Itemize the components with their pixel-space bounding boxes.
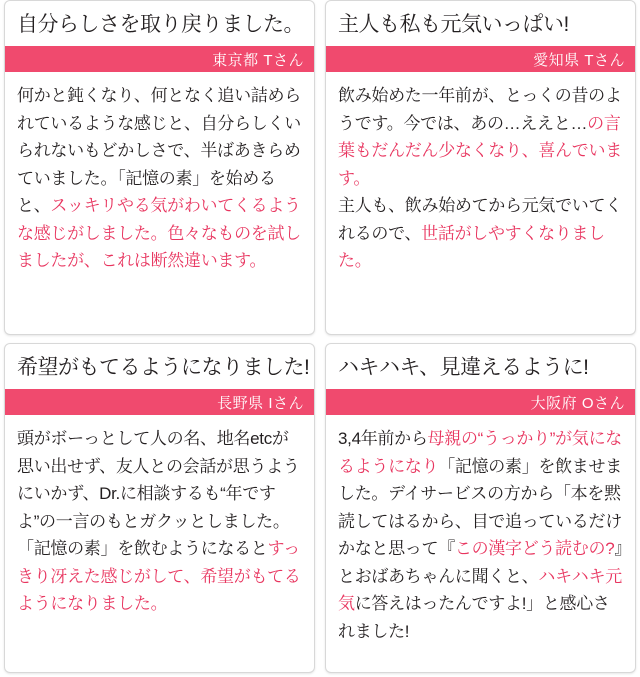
text-run-highlight: この漢字どう読むの? (454, 539, 615, 559)
paragraph (338, 192, 623, 275)
card-title: 希望がもてるようになりました! (17, 356, 310, 379)
card-title: 自分らしさを取り戻りました。 (17, 13, 304, 36)
testimonial-card (325, 0, 636, 335)
text-run-highlight: ハキハキ元気 (338, 566, 622, 614)
text-run: 』とおばあちゃんに聞くと、 (338, 539, 623, 586)
attribution-bar (326, 46, 635, 72)
text-run-highlight: 色々なものを試しましたが、これは断然違います。 (17, 223, 301, 271)
text-run: に答えはったんですよ!」と感心されました! (338, 594, 610, 642)
attribution-text: 長野県 Iさん (217, 394, 304, 412)
paragraph (338, 82, 623, 192)
testimonial-card (4, 0, 315, 335)
text-run: 何かと鈍くなり、何となく追い詰められているような感じと、自分らしくいられないもどかしさで、半ばあきらめていました。「記憶の素」を始めると、 (17, 86, 301, 216)
paragraph (17, 82, 302, 275)
text-run: 主人も、飲み始めてから元気でいてくれるので、 (338, 196, 622, 243)
text-run-highlight: 世話がしやすくなりました。 (338, 223, 605, 271)
attribution-bar (5, 389, 314, 415)
text-run-highlight: すっきり冴えた感じがして、希望がもてるようになりました。 (17, 539, 301, 614)
card-body (338, 82, 623, 275)
card-body (338, 425, 623, 645)
testimonial-card (4, 343, 315, 673)
text-run-highlight: の言葉もだんだん少なくなり、喜んでいます。 (338, 113, 622, 188)
card-body (17, 82, 302, 275)
attribution-bar (326, 389, 635, 415)
card-title: ハキハキ、見違えるように! (338, 356, 589, 379)
testimonial-card (325, 343, 636, 673)
attribution-bar (5, 46, 314, 72)
text-run: 3,4年前から (338, 429, 428, 449)
card-body (17, 425, 302, 618)
text-run: 飲み始めた一年前が、とっくの昔のようです。今では、あの…ええと… (338, 86, 622, 133)
text-run-highlight: スッキリやる気がわいてくるような感じがしました。 (17, 196, 301, 243)
attribution-text: 愛知県 Tさん (533, 51, 625, 69)
paragraph (17, 425, 302, 618)
attribution-text: 東京都 Tさん (212, 51, 304, 69)
text-run: 頭がボーっとして人の名、地名etcが思い出せず、友人との会話が思うようにいかず、Dr.に相談するも“年ですよ”の一言のもとガクッとしました。「記憶の素」を飲むようになると (17, 429, 300, 559)
text-run-highlight: 母親の“うっかり”が気になるようになり (338, 429, 622, 476)
attribution-text: 大阪府 Oさん (530, 394, 625, 412)
card-title: 主人も私も元気いっぱい! (338, 13, 569, 36)
text-run: 「記憶の素」を飲ませました。デイサービスの方から「本を黙読してはるから、目で追っているだけかなと思って『 (338, 456, 622, 559)
paragraph (338, 425, 623, 645)
